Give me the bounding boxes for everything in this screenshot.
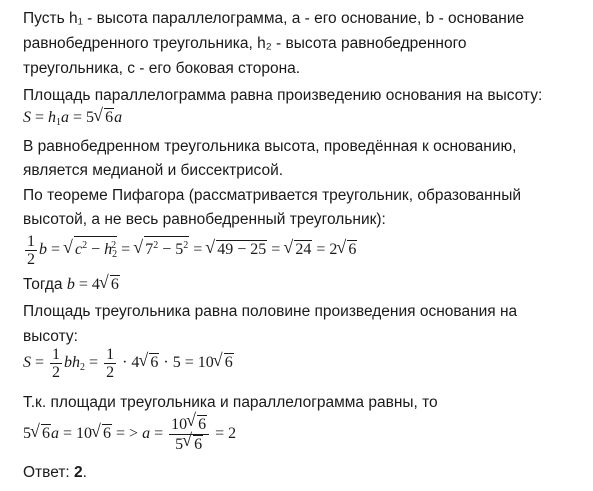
formula-triangle-area: S = $\frac{1}{2}$ $bh_2$ = $\frac{1}{2}$ · 4√ 6 · 5 = 10√ 6 xyxy=(23,345,234,386)
intro-line-3: треугольника, c - его боковая сторона. xyxy=(23,60,301,77)
pythagoras-line-2: высотой, а не весь равнобедренный треугольник): xyxy=(23,211,386,228)
median-line-1: В равнобедренном треугольника высота, проведённая к основанию, xyxy=(23,138,517,155)
answer-label: Ответ: xyxy=(23,464,70,481)
formula-final: 5√ 6a = 10√ 6 = > a = $\frac{10√ 6}{5√ 6}$ = 2 xyxy=(23,414,236,454)
togda-line: Тогда b = 4√ 6 xyxy=(23,274,120,296)
median-line-2: является медианой и биссектрисой. xyxy=(23,162,284,179)
formula-parallelogram-area: $S = h_1a = 5√$ 6a xyxy=(23,107,122,134)
togda-word: Тогда xyxy=(23,276,63,293)
intro-line-2: равнобедренного треугольника, h₂ - высота равнобедренного xyxy=(23,35,467,52)
triangle-area-line-2: высоту: xyxy=(23,328,78,345)
formula-pythagoras: $\frac{1}{2}$ b = √ $c^2 - h_2^2$ = √ $7^2 - 5^2$ = √ 49 − 25 = √ 24 = 2√ 6 xyxy=(23,232,357,268)
answer-line: Ответ: 2. xyxy=(23,464,87,481)
triangle-area-line-1: Площадь треугольника равна половине произведения основания на xyxy=(23,303,518,320)
answer-value: 2 xyxy=(74,464,83,481)
intro-line-1: Пусть h₁ - высота параллелограмма, a - его основание, b - основание xyxy=(23,10,525,27)
parallelogram-area-text: Площадь параллелограмма равна произведению основания на высоту: xyxy=(23,87,543,104)
pythagoras-line-1: По теореме Пифагора (рассматривается треугольник, образованный xyxy=(23,187,522,204)
areas-equal-text: Т.к. площади треугольника и параллелограмма равны, то xyxy=(23,394,438,411)
